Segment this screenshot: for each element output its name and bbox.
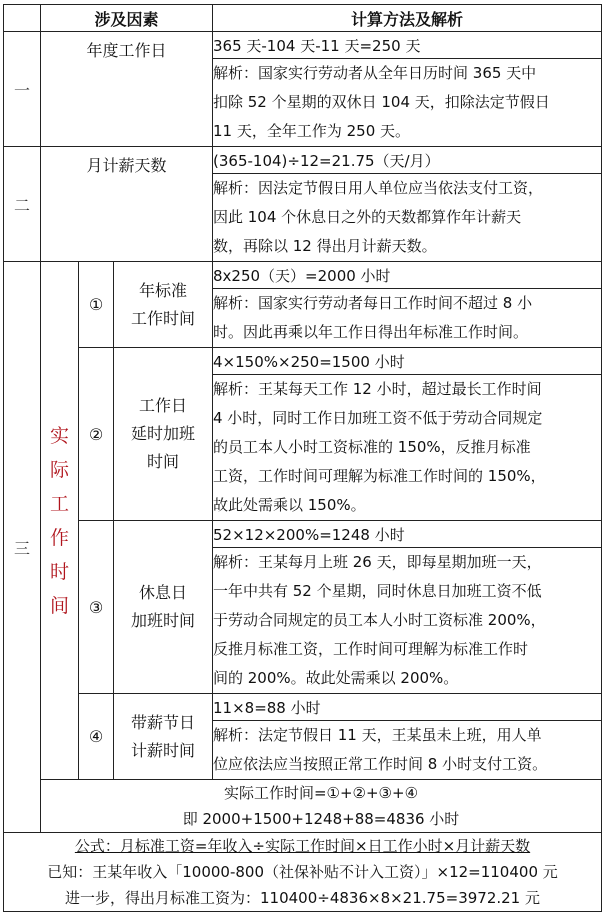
analysis-line: 解析：法定节假日 11 天，王某虽未上班，用人单 [213,726,542,744]
factor-label: 月计薪天数 [41,147,213,262]
analysis-line: 解析：国家实行劳动者从全年日历时间 365 天中 [213,64,537,82]
formula-cell: 52×12×200%=1248 小时 [213,521,602,548]
formula-text: 公式：月标准工资=年收入÷实际工作时间×日工作小时×月计薪天数 [74,837,531,855]
analysis-line: 间的 200%。故此处需乘以 200%。 [213,669,459,687]
analysis-cell [213,59,602,147]
analysis-line: 故此处需乘以 150%。 [213,496,366,514]
footer-cell [4,833,602,912]
table-row [4,32,602,59]
known-text: 已知：王某年收入「10000-800（社保补贴不计入工资）」×12=110400 元 [47,863,558,881]
analysis-line: 数，再除以 12 得出月计薪天数。 [213,237,437,255]
item-marker: ② [79,348,114,521]
salary-calculation-table [3,4,602,912]
table-row [4,348,602,375]
table-footer-row [4,833,602,912]
formula-cell: 365 天-104 天-11 天=250 天 [213,32,602,59]
analysis-line: 的员工本人小时工资标准的 150%，反推月标准 [213,438,531,456]
row-number: 二 [4,147,41,262]
header-index-cell [4,5,41,32]
analysis-line: 解析：因法定节假日用人单位应当依法支付工资， [213,179,544,197]
analysis-cell [213,721,602,780]
table-row [4,262,602,289]
analysis-line: 11 天，全年工作为 250 天。 [213,122,411,140]
formula-cell: 11×8=88 小时 [213,694,602,721]
item-name: 休息日 加班时间 [114,521,213,694]
item-name: 工作日 延时加班 时间 [114,348,213,521]
formula-cell: (365-104)÷12=21.75（天/月） [213,147,602,174]
item-marker: ③ [79,521,114,694]
analysis-cell [213,548,602,694]
item-marker: ① [79,262,114,348]
row-number: 一 [4,32,41,147]
table-row [4,694,602,721]
result-text: 进一步，得出月标准工资为：110400÷4836×8×21.75=3972.21 元 [65,889,540,907]
factor-label: 年度工作日 [41,32,213,147]
item-name: 带薪节日 计薪时间 [114,694,213,780]
analysis-line: 于劳动合同规定的员工本人小时工资标准 200%， [213,611,546,629]
analysis-cell [213,174,602,262]
table-row [4,521,602,548]
row-number: 三 [4,262,41,833]
analysis-line: 反推月标准工资，工作时间可理解为标准工作时 [213,640,529,658]
document-page [3,4,601,906]
analysis-cell [213,289,602,348]
formula-cell: 8x250（天）=2000 小时 [213,262,602,289]
analysis-line: 位应依法应当按照正常工作时间 8 小时支付工资。 [213,755,548,773]
actual-work-time-label: 实 际 工 作 时 间 [41,262,79,780]
item-marker: ④ [79,694,114,780]
formula-cell: 4×150%×250=1500 小时 [213,348,602,375]
header-factor: 涉及因素 [41,5,213,32]
table-row [4,780,602,833]
analysis-line: 一年中共有 52 个星期，同时休息日加班工资不低 [213,582,542,600]
item-name: 年标准 工作时间 [114,262,213,348]
analysis-line: 时。因此再乘以年工作日得出年标准工作时间。 [213,323,529,341]
analysis-line: 解析：国家实行劳动者每日工作时间不超过 8 小 [213,294,533,312]
analysis-line: 4 小时，同时工作日加班工资不低于劳动合同规定 [213,409,543,427]
analysis-line: 扣除 52 个星期的双休日 104 天，扣除法定节假日 [213,93,550,111]
analysis-line: 解析：王某每天工作 12 小时，超过最长工作时间 [213,380,542,398]
table-row [4,147,602,174]
header-method: 计算方法及解析 [213,5,602,32]
analysis-line: 工资，工作时间可理解为标准工作时间的 150%， [213,467,546,485]
analysis-cell [213,375,602,521]
analysis-line: 解析：王某每月上班 26 天，即每星期加班一天， [213,553,542,571]
table-header-row [4,5,602,32]
actual-work-time-summary: 实际工作时间=①+②+③+④ 即 2000+1500+1248+88=4836 小时 [41,780,602,833]
analysis-line: 因此 104 个休息日之外的天数都算作年计薪天 [213,208,522,226]
